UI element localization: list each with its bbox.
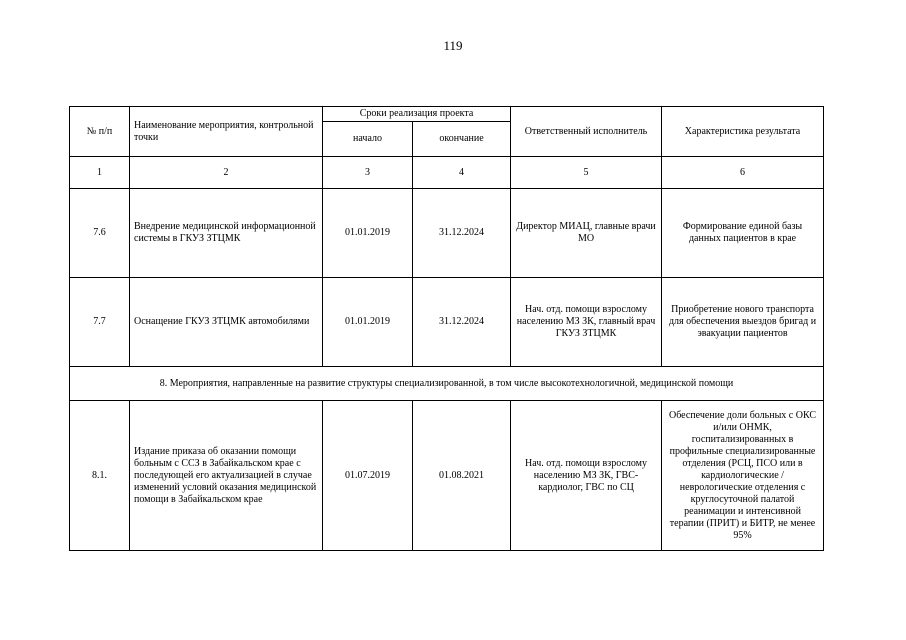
plan-table: [69, 106, 824, 551]
row-num: 7.7: [70, 278, 130, 367]
header-responsible: Ответственный исполнитель: [511, 107, 662, 157]
row-num: 8.1.: [70, 401, 130, 551]
row-responsible: Нач. отд. помощи взрослому населению МЗ ЗК, главный врач ГКУЗ ЗТЦМК: [511, 278, 662, 367]
column-number: 4: [413, 157, 511, 189]
section-header: 8. Мероприятия, направленные на развитие структуры специализированной, в том числе высокотехнологичной, медицинской помощи: [70, 367, 824, 401]
header-start: начало: [323, 122, 413, 157]
row-num: 7.6: [70, 189, 130, 278]
table-row: [70, 278, 824, 367]
section-header-row: [70, 367, 824, 401]
column-number: 3: [323, 157, 413, 189]
row-responsible: Нач. отд. помощи взрослому населению МЗ ЗК, ГВС-кардиолог, ГВС по СЦ: [511, 401, 662, 551]
header-num: № п/п: [70, 107, 130, 157]
header-name: Наименование мероприятия, контрольной точки: [130, 107, 323, 157]
row-end: 31.12.2024: [413, 278, 511, 367]
row-end: 01.08.2021: [413, 401, 511, 551]
row-result: Приобретение нового транспорта для обеспечения выездов бригад и эвакуации пациентов: [662, 278, 824, 367]
row-result: Формирование единой базы данных пациентов в крае: [662, 189, 824, 278]
column-number: 5: [511, 157, 662, 189]
column-number: 1: [70, 157, 130, 189]
header-period: Сроки реализация проекта: [323, 107, 511, 122]
row-start: 01.07.2019: [323, 401, 413, 551]
row-name: Издание приказа об оказании помощи больным с ССЗ в Забайкальском крае с последующей его актуализацией в случае изменений условий оказания медицинской помощи в Забайкальском крае: [130, 401, 323, 551]
header-end: окончание: [413, 122, 511, 157]
row-start: 01.01.2019: [323, 189, 413, 278]
column-number-row: [70, 157, 824, 189]
column-number: 6: [662, 157, 824, 189]
header-result: Характеристика результата: [662, 107, 824, 157]
row-end: 31.12.2024: [413, 189, 511, 278]
page-number: 119: [443, 38, 463, 53]
column-number: 2: [130, 157, 323, 189]
row-start: 01.01.2019: [323, 278, 413, 367]
row-result: Обеспечение доли больных с ОКС и/или ОНМК, госпитализированных в профильные специализированные отделения (РСЦ, ПСО или в кардиологические / неврологические отделения с круглосуточной палатой реанимации и интенсивной терапии (ПРИТ) и БИТР, не менее 95%: [662, 401, 824, 551]
row-responsible: Директор МИАЦ, главные врачи МО: [511, 189, 662, 278]
table-row: [70, 401, 824, 551]
row-name: Оснащение ГКУЗ ЗТЦМК автомобилями: [130, 278, 323, 367]
row-name: Внедрение медицинской информационной системы в ГКУЗ ЗТЦМК: [130, 189, 323, 278]
table-row: [70, 189, 824, 278]
